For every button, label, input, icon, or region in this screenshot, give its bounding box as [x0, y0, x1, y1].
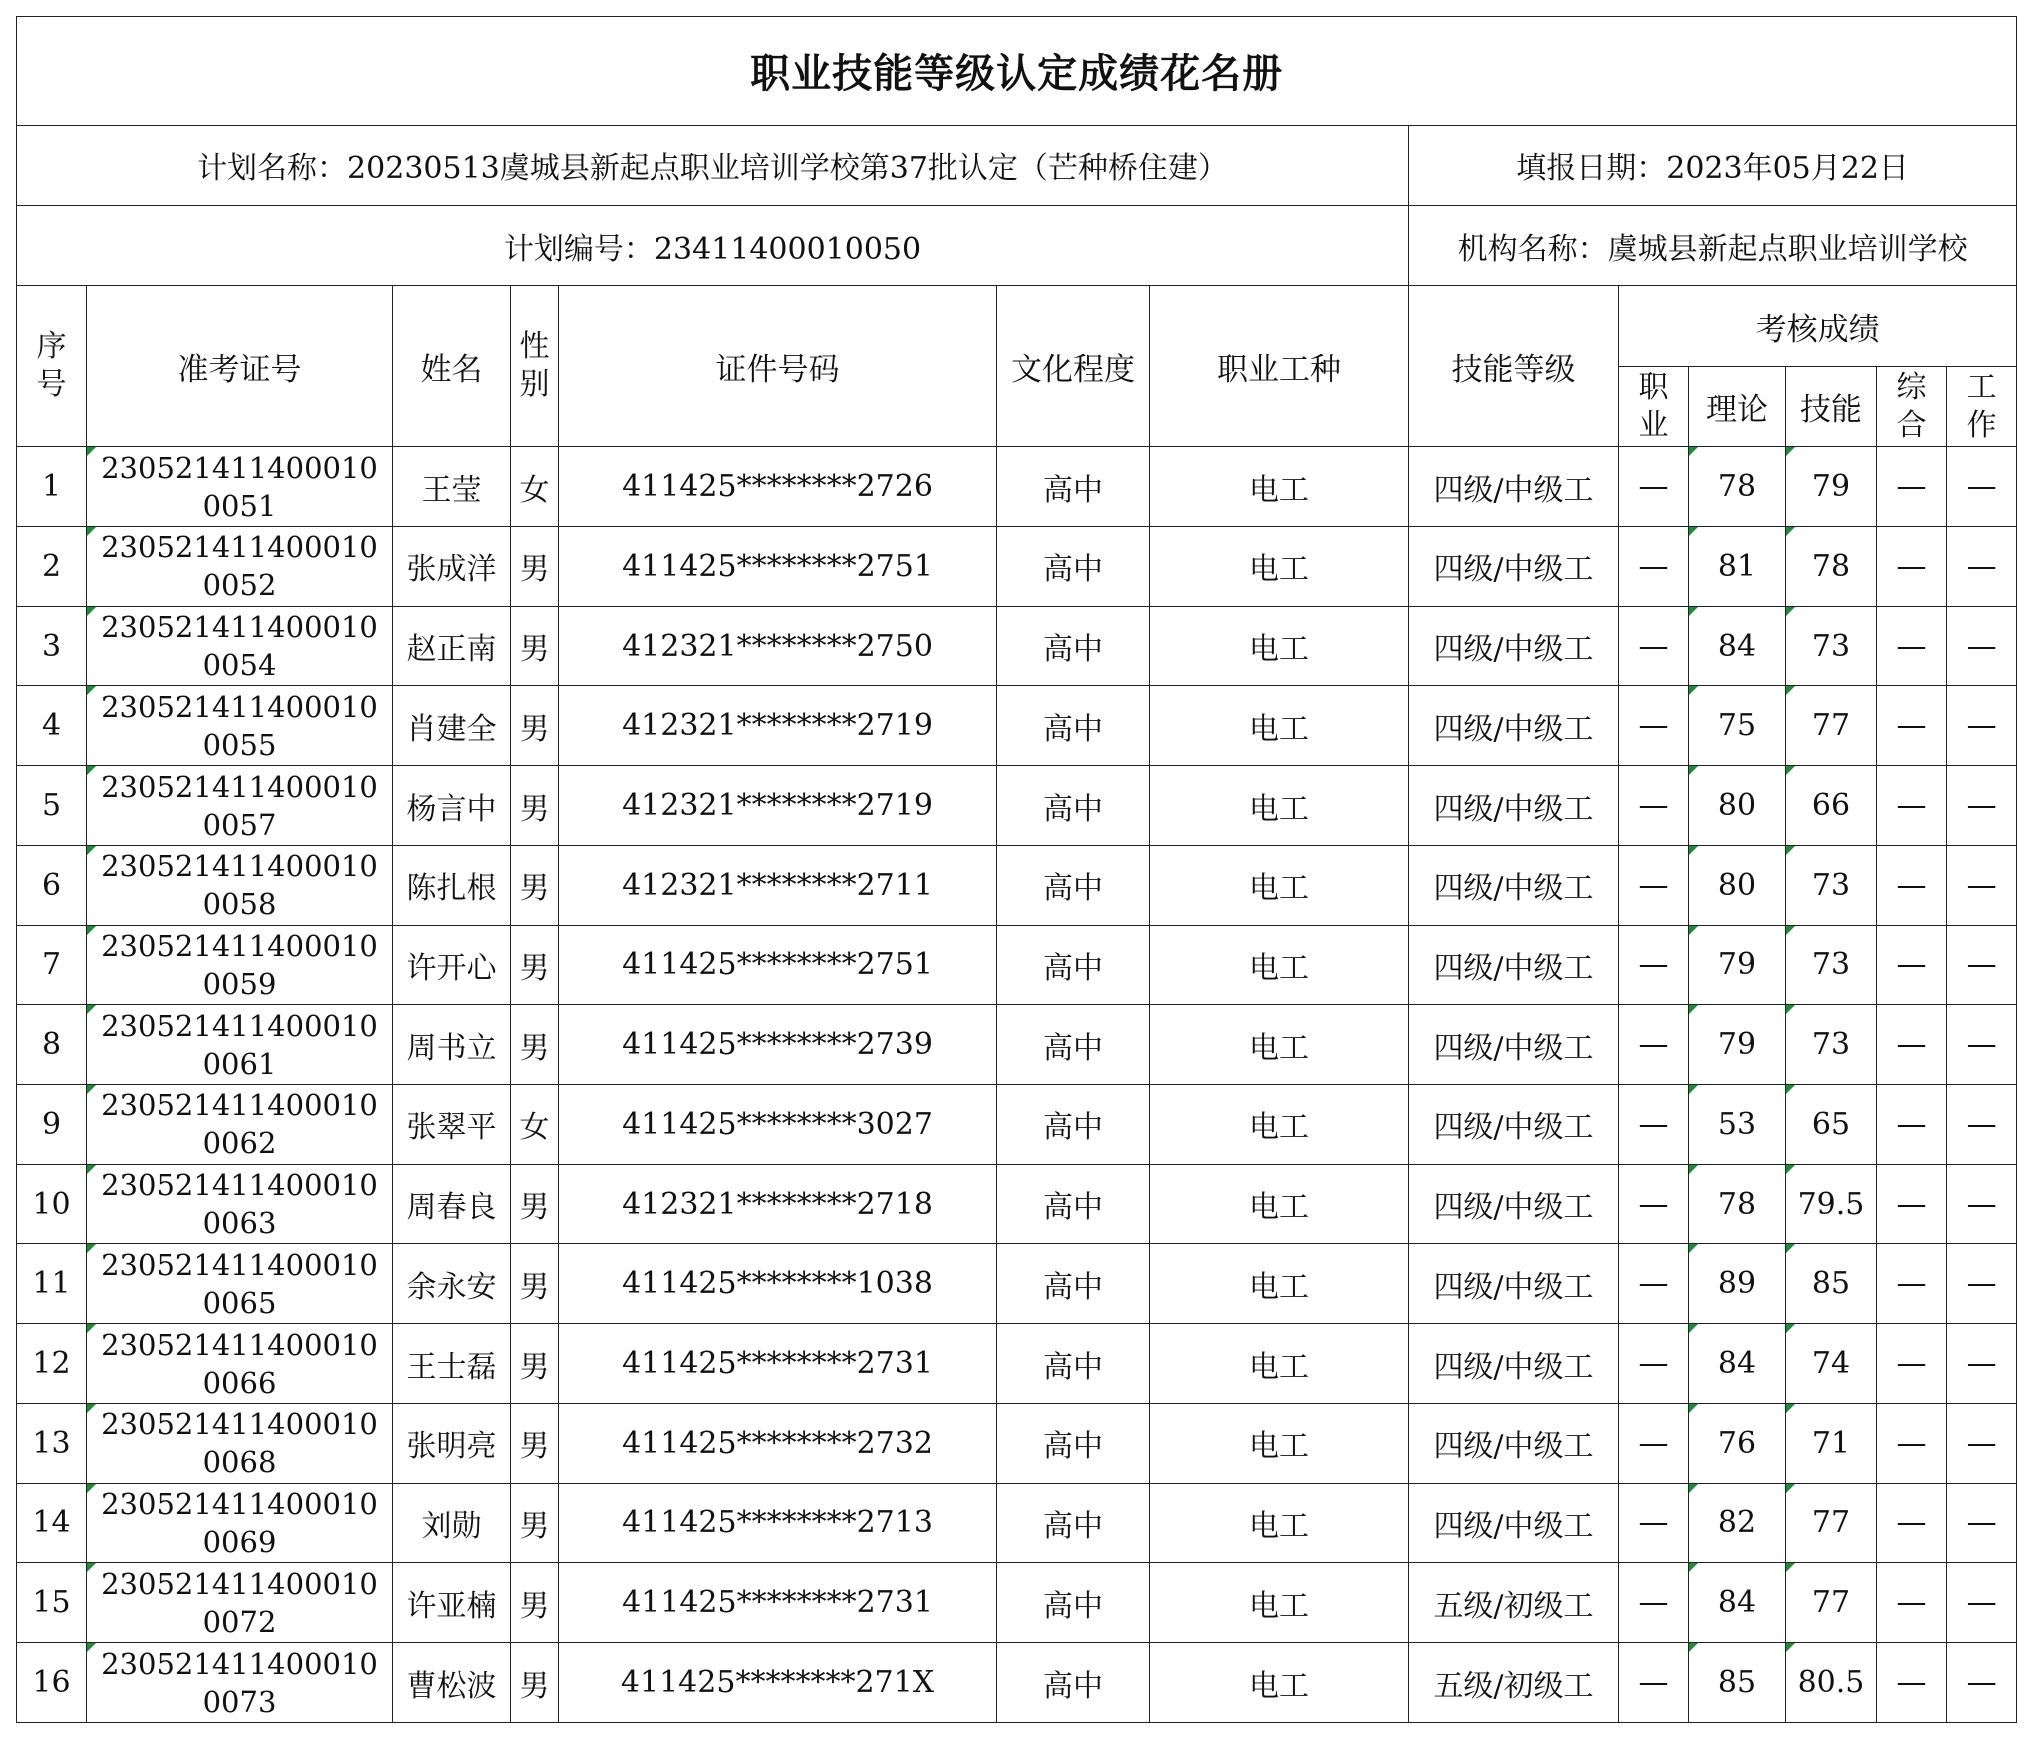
cell-skill-level: 四级/中级工	[1409, 1483, 1619, 1563]
cell-score-skill: 78	[1786, 526, 1877, 606]
cell-seq: 14	[17, 1483, 87, 1563]
table-row	[17, 686, 2017, 766]
cell-score-occupation: —	[1619, 526, 1689, 606]
cell-score-skill: 79	[1786, 447, 1877, 527]
header-id-number: 证件号码	[559, 286, 997, 447]
cell-occupation: 电工	[1150, 766, 1409, 846]
cell-id-number: 411425********271X	[559, 1643, 997, 1723]
cell-name: 许亚楠	[393, 1563, 511, 1643]
table-row	[17, 1403, 2017, 1483]
cell-score-skill: 77	[1786, 686, 1877, 766]
cell-skill-level: 五级/初级工	[1409, 1563, 1619, 1643]
cell-score-skill: 73	[1786, 606, 1877, 686]
cell-ticket: 2305214114000100073	[87, 1643, 393, 1723]
cell-education: 高中	[997, 606, 1150, 686]
cell-score-occupation: —	[1619, 1643, 1689, 1723]
cell-seq: 10	[17, 1164, 87, 1244]
cell-education: 高中	[997, 526, 1150, 606]
cell-occupation: 电工	[1150, 1483, 1409, 1563]
cell-score-skill: 74	[1786, 1324, 1877, 1404]
cell-id-number: 411425********3027	[559, 1085, 997, 1165]
cell-ticket: 2305214114000100069	[87, 1483, 393, 1563]
cell-gender: 男	[511, 686, 559, 766]
cell-score-comprehensive: —	[1877, 606, 1947, 686]
cell-score-theory: 84	[1689, 1563, 1786, 1643]
cell-name: 周春良	[393, 1164, 511, 1244]
table-row	[17, 766, 2017, 846]
cell-education: 高中	[997, 447, 1150, 527]
header-assessment: 考核成绩	[1619, 286, 2017, 366]
cell-score-comprehensive: —	[1877, 1643, 1947, 1723]
cell-score-theory: 53	[1689, 1085, 1786, 1165]
cell-gender: 男	[511, 766, 559, 846]
cell-score-comprehensive: —	[1877, 1244, 1947, 1324]
cell-seq: 13	[17, 1403, 87, 1483]
cell-skill-level: 四级/中级工	[1409, 447, 1619, 527]
cell-education: 高中	[997, 1483, 1150, 1563]
cell-gender: 男	[511, 1164, 559, 1244]
cell-score-occupation: —	[1619, 1005, 1689, 1085]
cell-score-occupation: —	[1619, 1085, 1689, 1165]
table-row	[17, 1005, 2017, 1085]
header-name: 姓名	[393, 286, 511, 447]
cell-seq: 9	[17, 1085, 87, 1165]
cell-score-theory: 84	[1689, 606, 1786, 686]
table-row	[17, 447, 2017, 527]
cell-score-theory: 89	[1689, 1244, 1786, 1324]
cell-score-work: —	[1947, 447, 2017, 527]
page-title: 职业技能等级认定成绩花名册	[17, 17, 2017, 126]
cell-education: 高中	[997, 686, 1150, 766]
cell-skill-level: 四级/中级工	[1409, 766, 1619, 846]
cell-occupation: 电工	[1150, 1005, 1409, 1085]
header-ticket: 准考证号	[87, 286, 393, 447]
cell-score-occupation: —	[1619, 845, 1689, 925]
cell-score-comprehensive: —	[1877, 1164, 1947, 1244]
cell-occupation: 电工	[1150, 1244, 1409, 1324]
cell-score-skill: 71	[1786, 1403, 1877, 1483]
cell-id-number: 412321********2750	[559, 606, 997, 686]
cell-name: 王士磊	[393, 1324, 511, 1404]
cell-score-skill: 77	[1786, 1483, 1877, 1563]
cell-seq: 8	[17, 1005, 87, 1085]
org-name: 机构名称：虞城县新起点职业培训学校	[1409, 206, 2017, 286]
cell-score-comprehensive: —	[1877, 526, 1947, 606]
cell-score-comprehensive: —	[1877, 1563, 1947, 1643]
cell-gender: 男	[511, 1244, 559, 1324]
cell-score-occupation: —	[1619, 1403, 1689, 1483]
cell-score-skill: 66	[1786, 766, 1877, 846]
cell-name: 刘勋	[393, 1483, 511, 1563]
table-row	[17, 1324, 2017, 1404]
cell-score-theory: 80	[1689, 845, 1786, 925]
cell-name: 许开心	[393, 925, 511, 1005]
cell-name: 张成洋	[393, 526, 511, 606]
table-row	[17, 606, 2017, 686]
cell-ticket: 2305214114000100052	[87, 526, 393, 606]
cell-occupation: 电工	[1150, 1403, 1409, 1483]
cell-skill-level: 四级/中级工	[1409, 1324, 1619, 1404]
cell-skill-level: 四级/中级工	[1409, 1005, 1619, 1085]
cell-id-number: 411425********1038	[559, 1244, 997, 1324]
cell-gender: 男	[511, 925, 559, 1005]
table-row	[17, 526, 2017, 606]
cell-score-occupation: —	[1619, 1244, 1689, 1324]
cell-id-number: 412321********2711	[559, 845, 997, 925]
cell-score-comprehensive: —	[1877, 925, 1947, 1005]
cell-ticket: 2305214114000100068	[87, 1403, 393, 1483]
cell-score-occupation: —	[1619, 1164, 1689, 1244]
cell-score-work: —	[1947, 1403, 2017, 1483]
cell-score-skill: 65	[1786, 1085, 1877, 1165]
cell-gender: 男	[511, 526, 559, 606]
cell-education: 高中	[997, 766, 1150, 846]
cell-seq: 1	[17, 447, 87, 527]
table-row	[17, 1164, 2017, 1244]
cell-score-skill: 79.5	[1786, 1164, 1877, 1244]
cell-skill-level: 四级/中级工	[1409, 1085, 1619, 1165]
cell-score-skill: 80.5	[1786, 1643, 1877, 1723]
cell-skill-level: 四级/中级工	[1409, 925, 1619, 1005]
cell-occupation: 电工	[1150, 1563, 1409, 1643]
cell-score-work: —	[1947, 1164, 2017, 1244]
cell-education: 高中	[997, 1005, 1150, 1085]
cell-skill-level: 四级/中级工	[1409, 686, 1619, 766]
cell-occupation: 电工	[1150, 606, 1409, 686]
cell-name: 曹松波	[393, 1643, 511, 1723]
cell-skill-level: 四级/中级工	[1409, 526, 1619, 606]
cell-score-occupation: —	[1619, 1563, 1689, 1643]
cell-score-theory: 76	[1689, 1403, 1786, 1483]
cell-occupation: 电工	[1150, 1085, 1409, 1165]
cell-score-work: —	[1947, 1324, 2017, 1404]
cell-name: 肖建全	[393, 686, 511, 766]
table-row	[17, 845, 2017, 925]
cell-score-comprehensive: —	[1877, 1005, 1947, 1085]
cell-education: 高中	[997, 1164, 1150, 1244]
cell-gender: 男	[511, 1324, 559, 1404]
cell-skill-level: 四级/中级工	[1409, 606, 1619, 686]
cell-id-number: 412321********2718	[559, 1164, 997, 1244]
table-row	[17, 1563, 2017, 1643]
cell-seq: 5	[17, 766, 87, 846]
cell-score-comprehensive: —	[1877, 1085, 1947, 1165]
table-row	[17, 1483, 2017, 1563]
cell-occupation: 电工	[1150, 1643, 1409, 1723]
cell-ticket: 2305214114000100051	[87, 447, 393, 527]
cell-name: 张明亮	[393, 1403, 511, 1483]
cell-score-theory: 80	[1689, 766, 1786, 846]
cell-skill-level: 五级/初级工	[1409, 1643, 1619, 1723]
cell-id-number: 412321********2719	[559, 766, 997, 846]
cell-ticket: 2305214114000100066	[87, 1324, 393, 1404]
cell-score-occupation: —	[1619, 606, 1689, 686]
cell-gender: 女	[511, 447, 559, 527]
cell-ticket: 2305214114000100054	[87, 606, 393, 686]
cell-id-number: 411425********2751	[559, 526, 997, 606]
header-sub-theory: 理论	[1689, 366, 1786, 446]
cell-ticket: 2305214114000100057	[87, 766, 393, 846]
cell-score-work: —	[1947, 526, 2017, 606]
cell-score-skill: 73	[1786, 845, 1877, 925]
cell-ticket: 2305214114000100072	[87, 1563, 393, 1643]
cell-score-work: —	[1947, 1005, 2017, 1085]
cell-score-theory: 82	[1689, 1483, 1786, 1563]
cell-education: 高中	[997, 845, 1150, 925]
plan-name: 计划名称：20230513虞城县新起点职业培训学校第37批认定（芒种桥住建）	[17, 125, 1409, 205]
cell-score-comprehensive: —	[1877, 766, 1947, 846]
cell-ticket: 2305214114000100059	[87, 925, 393, 1005]
cell-score-occupation: —	[1619, 1483, 1689, 1563]
cell-score-theory: 81	[1689, 526, 1786, 606]
cell-seq: 15	[17, 1563, 87, 1643]
cell-education: 高中	[997, 1403, 1150, 1483]
cell-score-skill: 77	[1786, 1563, 1877, 1643]
cell-score-theory: 75	[1689, 686, 1786, 766]
cell-name: 赵正南	[393, 606, 511, 686]
cell-score-theory: 78	[1689, 447, 1786, 527]
header-sub-comprehensive: 综合	[1877, 366, 1947, 446]
cell-education: 高中	[997, 1563, 1150, 1643]
cell-score-work: —	[1947, 1244, 2017, 1324]
cell-education: 高中	[997, 1643, 1150, 1723]
cell-score-work: —	[1947, 1563, 2017, 1643]
cell-education: 高中	[997, 1085, 1150, 1165]
cell-score-comprehensive: —	[1877, 1483, 1947, 1563]
cell-skill-level: 四级/中级工	[1409, 1164, 1619, 1244]
cell-id-number: 411425********2726	[559, 447, 997, 527]
cell-gender: 男	[511, 845, 559, 925]
cell-score-comprehensive: —	[1877, 447, 1947, 527]
cell-seq: 16	[17, 1643, 87, 1723]
cell-education: 高中	[997, 925, 1150, 1005]
cell-seq: 11	[17, 1244, 87, 1324]
header-sub-skill: 技能	[1786, 366, 1877, 446]
cell-score-occupation: —	[1619, 1324, 1689, 1404]
cell-ticket: 2305214114000100055	[87, 686, 393, 766]
cell-name: 陈扎根	[393, 845, 511, 925]
cell-name: 王莹	[393, 447, 511, 527]
cell-seq: 4	[17, 686, 87, 766]
cell-score-work: —	[1947, 766, 2017, 846]
cell-ticket: 2305214114000100061	[87, 1005, 393, 1085]
cell-id-number: 411425********2713	[559, 1483, 997, 1563]
cell-score-theory: 78	[1689, 1164, 1786, 1244]
cell-ticket: 2305214114000100063	[87, 1164, 393, 1244]
cell-education: 高中	[997, 1324, 1150, 1404]
cell-score-theory: 84	[1689, 1324, 1786, 1404]
cell-gender: 男	[511, 1483, 559, 1563]
cell-id-number: 411425********2731	[559, 1563, 997, 1643]
cell-skill-level: 四级/中级工	[1409, 1403, 1619, 1483]
cell-skill-level: 四级/中级工	[1409, 845, 1619, 925]
cell-id-number: 411425********2739	[559, 1005, 997, 1085]
cell-occupation: 电工	[1150, 1324, 1409, 1404]
cell-seq: 2	[17, 526, 87, 606]
cell-gender: 男	[511, 1005, 559, 1085]
cell-score-skill: 73	[1786, 1005, 1877, 1085]
cell-name: 余永安	[393, 1244, 511, 1324]
table-row	[17, 1643, 2017, 1723]
cell-score-comprehensive: —	[1877, 1324, 1947, 1404]
cell-ticket: 2305214114000100058	[87, 845, 393, 925]
cell-occupation: 电工	[1150, 447, 1409, 527]
table-row	[17, 925, 2017, 1005]
cell-score-comprehensive: —	[1877, 845, 1947, 925]
cell-occupation: 电工	[1150, 526, 1409, 606]
cell-score-occupation: —	[1619, 686, 1689, 766]
cell-occupation: 电工	[1150, 845, 1409, 925]
cell-name: 张翠平	[393, 1085, 511, 1165]
cell-score-theory: 85	[1689, 1643, 1786, 1723]
cell-id-number: 411425********2731	[559, 1324, 997, 1404]
cell-id-number: 411425********2751	[559, 925, 997, 1005]
cell-gender: 男	[511, 606, 559, 686]
cell-score-comprehensive: —	[1877, 1403, 1947, 1483]
cell-score-theory: 79	[1689, 1005, 1786, 1085]
header-skill-level: 技能等级	[1409, 286, 1619, 447]
header-seq: 序号	[17, 286, 87, 447]
cell-score-comprehensive: —	[1877, 686, 1947, 766]
cell-seq: 3	[17, 606, 87, 686]
cell-seq: 7	[17, 925, 87, 1005]
cell-score-work: —	[1947, 1643, 2017, 1723]
cell-ticket: 2305214114000100062	[87, 1085, 393, 1165]
cell-score-skill: 73	[1786, 925, 1877, 1005]
score-roster-table	[16, 16, 2017, 1723]
cell-gender: 男	[511, 1403, 559, 1483]
fill-date: 填报日期：2023年05月22日	[1409, 125, 2017, 205]
cell-score-occupation: —	[1619, 925, 1689, 1005]
header-occupation: 职业工种	[1150, 286, 1409, 447]
cell-ticket: 2305214114000100065	[87, 1244, 393, 1324]
cell-id-number: 412321********2719	[559, 686, 997, 766]
table-row	[17, 1244, 2017, 1324]
cell-name: 周书立	[393, 1005, 511, 1085]
header-gender: 性别	[511, 286, 559, 447]
cell-gender: 女	[511, 1085, 559, 1165]
cell-score-work: —	[1947, 1483, 2017, 1563]
cell-occupation: 电工	[1150, 686, 1409, 766]
cell-score-work: —	[1947, 845, 2017, 925]
cell-name: 杨言中	[393, 766, 511, 846]
cell-score-occupation: —	[1619, 766, 1689, 846]
plan-number: 计划编号：23411400010050	[17, 206, 1409, 286]
cell-seq: 6	[17, 845, 87, 925]
header-sub-work: 工作	[1947, 366, 2017, 446]
cell-score-skill: 85	[1786, 1244, 1877, 1324]
cell-score-theory: 79	[1689, 925, 1786, 1005]
header-sub-occupation: 职业	[1619, 366, 1689, 446]
cell-score-work: —	[1947, 925, 2017, 1005]
cell-score-work: —	[1947, 606, 2017, 686]
cell-id-number: 411425********2732	[559, 1403, 997, 1483]
cell-score-work: —	[1947, 1085, 2017, 1165]
cell-gender: 男	[511, 1563, 559, 1643]
cell-gender: 男	[511, 1643, 559, 1723]
header-education: 文化程度	[997, 286, 1150, 447]
cell-seq: 12	[17, 1324, 87, 1404]
cell-score-work: —	[1947, 686, 2017, 766]
table-row	[17, 1085, 2017, 1165]
cell-occupation: 电工	[1150, 1164, 1409, 1244]
cell-score-occupation: —	[1619, 447, 1689, 527]
cell-education: 高中	[997, 1244, 1150, 1324]
cell-skill-level: 四级/中级工	[1409, 1244, 1619, 1324]
cell-occupation: 电工	[1150, 925, 1409, 1005]
